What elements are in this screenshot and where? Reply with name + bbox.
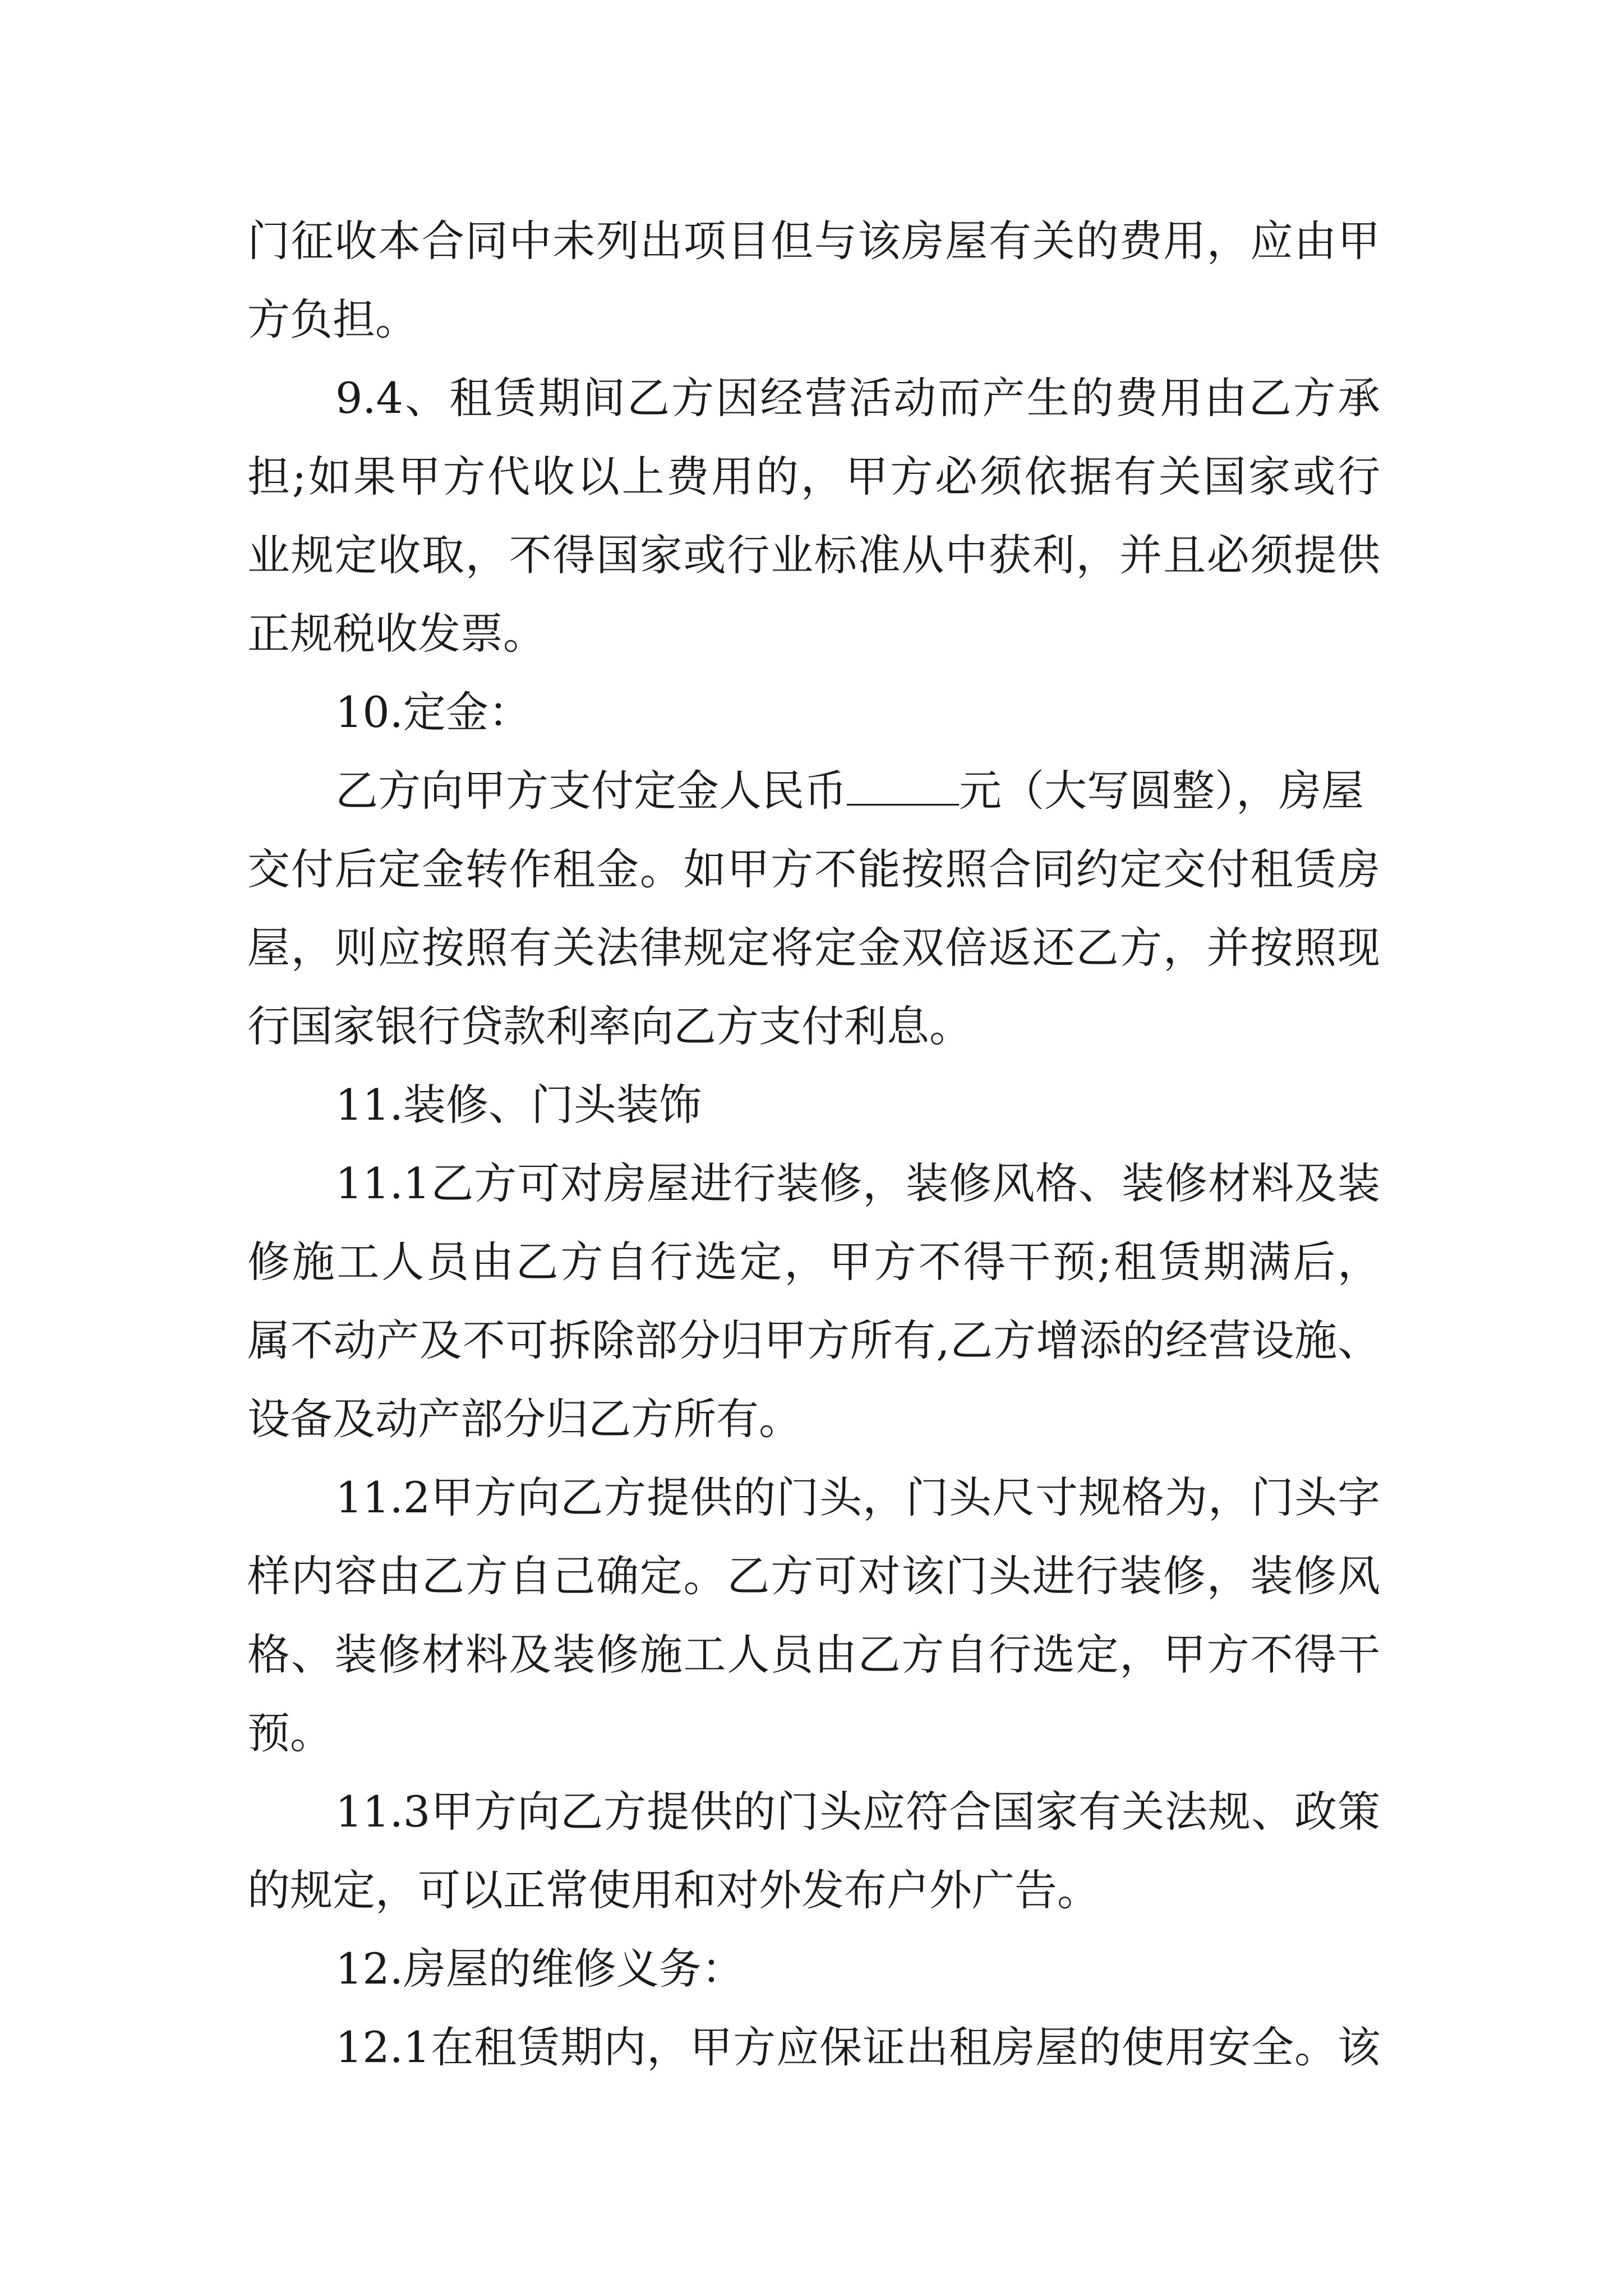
text-line: 设备及动产部分归乙方所有。 [247, 1394, 801, 1444]
text-line: 11.2甲方向乙方提供的门头，门头尺寸规格为，门头字 [335, 1473, 1380, 1522]
text-line: 修施工人员由乙方自行选定，甲方不得干预;租赁期满后， [247, 1237, 1380, 1287]
section-heading: 12.房屋的维修义务： [335, 1944, 744, 1994]
section-heading: 11.装修、门头装饰 [335, 1080, 702, 1130]
text-line: 业规定收取，不得国家或行业标准从中获利，并且必须提供 [247, 530, 1380, 580]
text-fragment: 乙方向甲方支付定金人民币 [335, 766, 847, 816]
text-line: 属不动产及不可拆除部分归甲方所有,乙方增添的经营设施、 [247, 1315, 1380, 1365]
text-line: 的规定，可以正常使用和对外发布户外广告。 [247, 1865, 1100, 1915]
text-line: 担;如果甲方代收以上费用的，甲方必须依据有关国家或行 [247, 452, 1380, 501]
text-line: 行国家银行贷款利率向乙方支付利息。 [247, 1001, 972, 1051]
text-line: 样内容由乙方自己确定。乙方可对该门头进行装修，装修风 [247, 1551, 1380, 1601]
text-line: 格、装修材料及装修施工人员由乙方自行选定，甲方不得干 [247, 1630, 1380, 1680]
text-line: 交付后定金转作租金。如甲方不能按照合同约定交付租赁房 [247, 844, 1380, 894]
text-line: 11.1乙方可对房屋进行装修，装修风格、装修材料及装 [335, 1158, 1380, 1208]
text-line-with-blank [335, 757, 1380, 825]
text-line: 屋，则应按照有关法律规定将定金双倍返还乙方，并按照现 [247, 923, 1380, 973]
text-line: 正规税收发票。 [247, 609, 546, 659]
text-line: 12.1在租赁期内，甲方应保证出租房屋的使用安全。该 [335, 2022, 1380, 2072]
text-line: 门征收本合同中未列出项目但与该房屋有关的费用，应由甲 [247, 216, 1380, 266]
text-fragment: 元（大写圆整），房屋 [959, 766, 1364, 816]
text-line: 9.4、租赁期间乙方因经营活动而产生的费用由乙方承 [335, 373, 1380, 423]
text-line: 预。 [247, 1708, 333, 1758]
fill-in-blank [847, 769, 959, 806]
section-heading: 10.定金： [335, 687, 531, 737]
text-line: 方负担。 [247, 295, 418, 344]
text-line: 11.3甲方向乙方提供的门头应符合国家有关法规、政策 [335, 1787, 1380, 1837]
